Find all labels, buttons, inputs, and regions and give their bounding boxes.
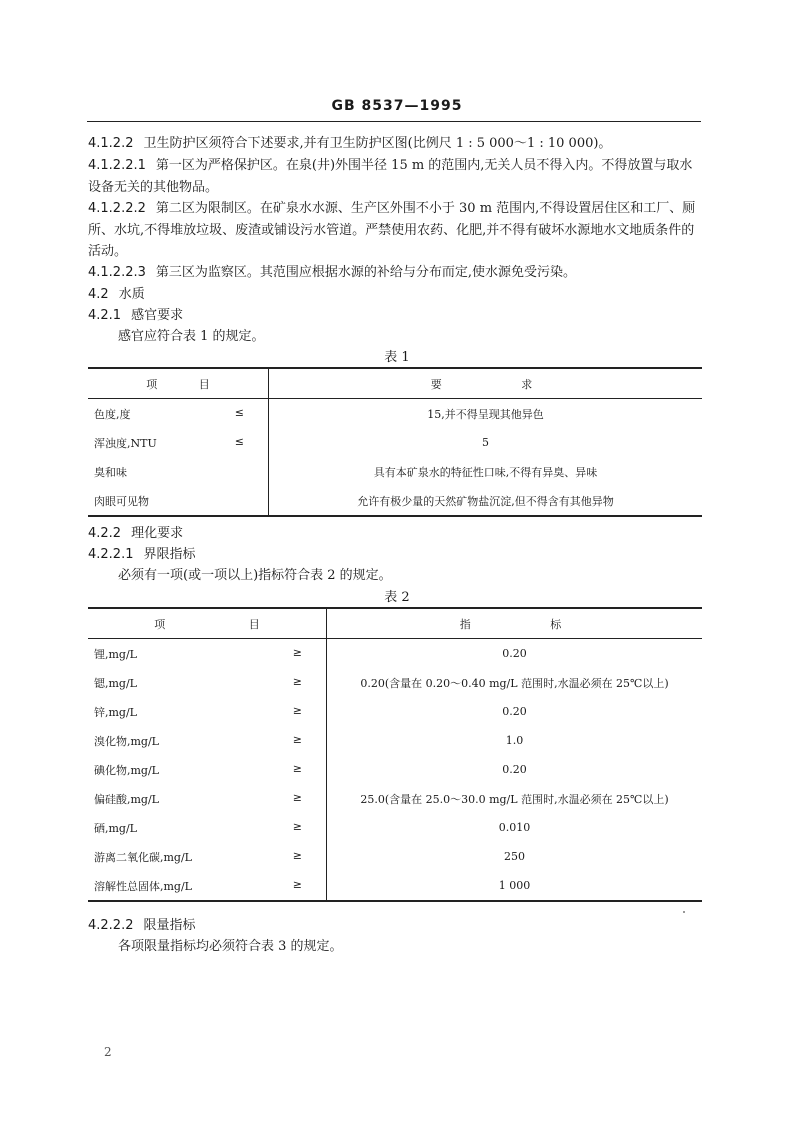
table-row bbox=[88, 813, 702, 842]
table-row bbox=[88, 755, 702, 784]
clause-4-1-2-2-3 bbox=[88, 262, 702, 284]
clause-text: 水质 bbox=[118, 287, 145, 302]
column-header-item: 项 目 bbox=[146, 377, 210, 391]
comparison-symbol: ≥ bbox=[292, 819, 302, 833]
clause-number: 4.1.2.2.2 bbox=[88, 201, 146, 216]
table-row bbox=[88, 871, 702, 901]
table-header-row bbox=[88, 608, 702, 639]
item-name: 溶解性总固体,mg/L bbox=[94, 879, 192, 893]
body-text: 必须有一项(或一项以上)指标符合表 2 的规定。 bbox=[118, 568, 392, 583]
table-row bbox=[88, 842, 702, 871]
clause-number: 4.1.2.2.1 bbox=[88, 158, 146, 173]
item-value: 0.010 bbox=[498, 821, 531, 834]
comparison-symbol: ≥ bbox=[292, 674, 302, 688]
item-value: 1.0 bbox=[505, 734, 524, 747]
item-name: 游离二氧化碳,mg/L bbox=[94, 850, 192, 864]
table-row bbox=[88, 486, 702, 516]
comparison-symbol: ≥ bbox=[292, 848, 302, 862]
comparison-symbol: ≥ bbox=[292, 645, 302, 659]
item-value: 5 bbox=[482, 436, 489, 449]
clause-number: 4.2.1 bbox=[88, 308, 122, 323]
item-value: 0.20 bbox=[502, 763, 527, 776]
body-text: 各项限量指标均必须符合表 3 的规定。 bbox=[118, 939, 343, 954]
item-name: 碘化物,mg/L bbox=[94, 763, 159, 777]
item-value: 0.20 bbox=[502, 705, 527, 718]
item-name: 锂,mg/L bbox=[94, 647, 137, 661]
clause-number: 4.1.2.2.3 bbox=[88, 265, 146, 280]
item-name: 偏硅酸,mg/L bbox=[94, 792, 159, 806]
item-value: 15,并不得呈现其他异色 bbox=[427, 407, 544, 421]
header-rule bbox=[87, 121, 701, 122]
clause-4-2 bbox=[88, 284, 702, 306]
item-name: 肉眼可见物 bbox=[94, 494, 149, 508]
clause-number: 4.2 bbox=[88, 287, 109, 302]
item-name: 臭和味 bbox=[94, 465, 127, 479]
clause-4-1-2-2-1 bbox=[88, 155, 702, 198]
item-value: 0.20 bbox=[502, 647, 527, 660]
table-row bbox=[88, 726, 702, 755]
table-row bbox=[88, 639, 702, 669]
item-value: 允许有极少量的天然矿物盐沉淀,但不得含有其他异物 bbox=[269, 486, 703, 516]
column-header-indicator: 指 标 bbox=[327, 608, 703, 639]
item-name: 硒,mg/L bbox=[94, 821, 137, 835]
clause-text: 限量指标 bbox=[143, 918, 196, 933]
table-row bbox=[88, 399, 702, 429]
table-row bbox=[88, 428, 702, 457]
table1-caption: 表 1 bbox=[384, 350, 410, 365]
clause-text: 第二区为限制区。在矿泉水水源、生产区外围不小于 30 m 范围内,不得设置居住区和工厂、厕所、水坑,不得堆放垃圾、废渣或铺设污水管道。严禁使用农药、化肥,并不得有破坏水源地水文地质条件的活动。 bbox=[88, 201, 696, 259]
clause-text: 第一区为严格保护区。在泉(井)外围半径 15 m 的范围内,无关人员不得入内。不得放置与取水设备无关的其他物品。 bbox=[88, 158, 693, 195]
table-row bbox=[88, 668, 702, 697]
page-number: 2 bbox=[104, 1045, 112, 1059]
clause-text: 卫生防护区须符合下述要求,并有卫生防护区图(比例尺 1 : 5 000～1 : 10 000)。 bbox=[143, 136, 612, 151]
comparison-symbol: ≥ bbox=[292, 877, 302, 891]
clause-text: 感官要求 bbox=[131, 308, 184, 323]
clause-number: 4.2.2 bbox=[88, 526, 122, 541]
clause-number: 4.2.2.1 bbox=[88, 547, 134, 562]
item-value: 0.20(含量在 0.20～0.40 mg/L 范围时,水温必须在 25℃以上) bbox=[360, 676, 669, 690]
clause-4-2-2-1 bbox=[88, 544, 702, 566]
comparison-symbol: ≥ bbox=[292, 732, 302, 746]
column-header-item: 项 目 bbox=[154, 617, 260, 631]
item-name: 锶,mg/L bbox=[94, 676, 137, 690]
clause-4-2-2 bbox=[88, 523, 702, 545]
item-value: 1 000 bbox=[327, 871, 703, 901]
table-row bbox=[88, 457, 702, 486]
clause-4-2-1 bbox=[88, 305, 702, 327]
clause-4-1-2-2 bbox=[88, 133, 702, 155]
standard-code-header: GB 8537—1995 bbox=[331, 98, 463, 114]
clause-number: 4.1.2.2 bbox=[88, 136, 134, 151]
item-name: 浑浊度,NTU bbox=[94, 436, 157, 450]
item-value: 具有本矿泉水的特征性口味,不得有异臭、异味 bbox=[373, 465, 598, 479]
column-header-requirement: 要 求 bbox=[269, 368, 703, 399]
comparison-symbol: ≥ bbox=[292, 790, 302, 804]
item-name: 锌,mg/L bbox=[94, 705, 137, 719]
clause-4-1-2-2-2 bbox=[88, 198, 702, 263]
comparison-symbol: ≥ bbox=[292, 703, 302, 717]
table-2-limit-indicators bbox=[88, 607, 702, 902]
item-value: 250 bbox=[504, 850, 525, 863]
table2-caption: 表 2 bbox=[384, 590, 410, 605]
table-header-row bbox=[88, 368, 702, 399]
item-value: 25.0(含量在 25.0～30.0 mg/L 范围时,水温必须在 25℃以上) bbox=[360, 792, 669, 806]
item-name: 溴化物,mg/L bbox=[94, 734, 159, 748]
comparison-symbol: ≤ bbox=[234, 405, 244, 419]
clause-number: 4.2.2.2 bbox=[88, 918, 134, 933]
clause-4-2-2-2 bbox=[88, 915, 702, 937]
clause-text: 界限指标 bbox=[143, 547, 196, 562]
scan-speck bbox=[683, 911, 685, 913]
clause-text: 第三区为监察区。其范围应根据水源的补给与分布而定,使水源免受污染。 bbox=[155, 265, 577, 280]
table-row bbox=[88, 784, 702, 813]
comparison-symbol: ≤ bbox=[234, 434, 244, 448]
table-1-sensory bbox=[88, 367, 702, 517]
item-name: 色度,度 bbox=[94, 407, 131, 421]
table-row bbox=[88, 697, 702, 726]
comparison-symbol: ≥ bbox=[292, 761, 302, 775]
body-text: 感官应符合表 1 的规定。 bbox=[118, 329, 265, 344]
clause-text: 理化要求 bbox=[131, 526, 184, 541]
